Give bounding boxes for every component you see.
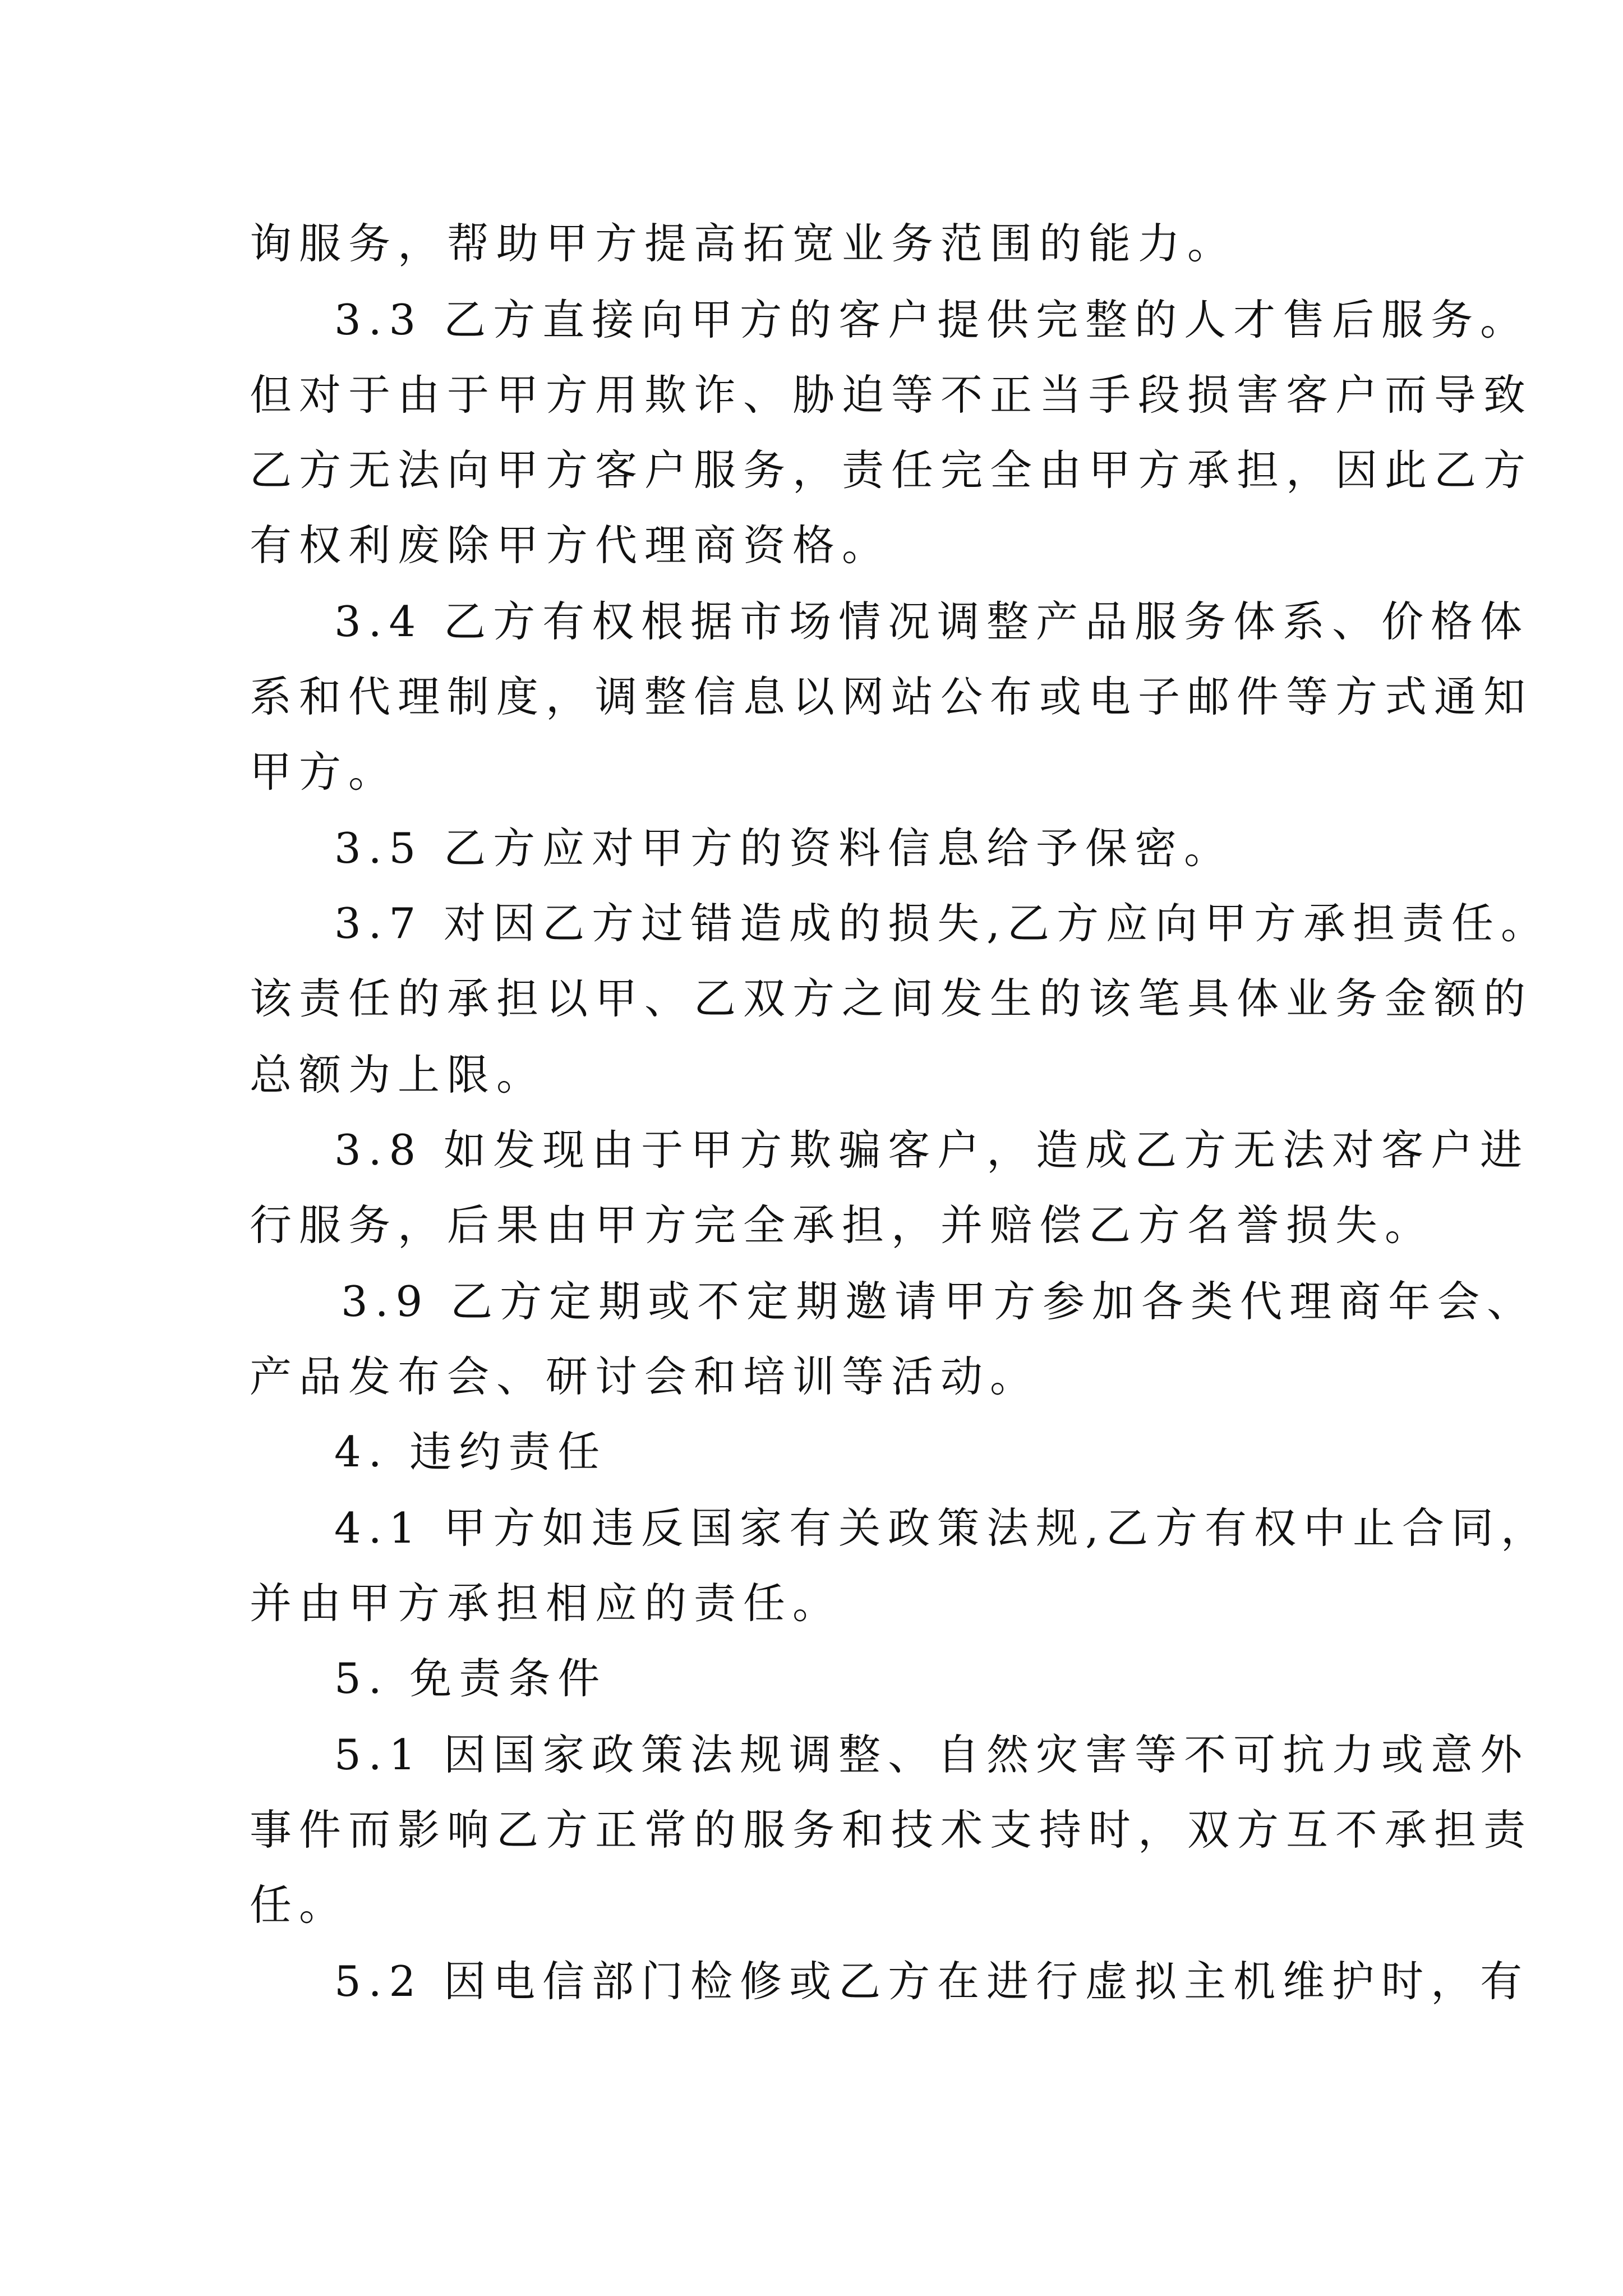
text-line: 有权利废除甲方代理商资格。	[250, 521, 892, 570]
text-line: 事件而影响乙方正常的服务和技术支持时，双方互不承担责	[250, 1805, 1533, 1855]
text-line: 询服务，帮助甲方提高拓宽业务范围的能力。	[250, 219, 1237, 268]
clause-4-1: 4.1 甲方如违反国家有关政策法规,乙方有权中止合同，	[334, 1503, 1550, 1553]
clause-3-5: 3.5 乙方应对甲方的资料信息给予保密。	[334, 823, 1234, 873]
text-line: 并由甲方承担相应的责任。	[250, 1579, 842, 1628]
text-line: 乙方无法向甲方客户服务，责任完全由甲方承担，因此乙方	[250, 445, 1533, 495]
text-line: 任。	[250, 1880, 349, 1930]
clause-3-7: 3.7 对因乙方过错造成的损失,乙方应向甲方承担责任。	[334, 899, 1550, 948]
clause-3-9: 3.9 乙方定期或不定期邀请甲方参加各类代理商年会、	[341, 1277, 1537, 1326]
text-line: 产品发布会、研讨会和培训等活动。	[250, 1352, 1040, 1401]
section-heading-5: 5. 免责条件	[334, 1654, 607, 1703]
text-line: 但对于由于甲方用欺诈、胁迫等不正当手段损害客户而导致	[250, 370, 1533, 420]
text-line: 甲方。	[250, 747, 398, 797]
clause-3-3: 3.3 乙方直接向甲方的客户提供完整的人才售后服务。	[334, 295, 1530, 344]
section-heading-4: 4. 违约责任	[334, 1427, 607, 1476]
clause-3-4: 3.4 乙方有权根据市场情况调整产品服务体系、价格体	[334, 597, 1530, 646]
text-line: 系和代理制度，调整信息以网站公布或电子邮件等方式通知	[250, 672, 1533, 721]
clause-5-2: 5.2 因电信部门检修或乙方在进行虚拟主机维护时，有	[334, 1957, 1530, 2006]
clause-3-8: 3.8 如发现由于甲方欺骗客户，造成乙方无法对客户进	[334, 1125, 1530, 1175]
text-line: 行服务，后果由甲方完全承担，并赔偿乙方名誉损失。	[250, 1200, 1435, 1250]
clause-5-1: 5.1 因国家政策法规调整、自然灾害等不可抗力或意外	[334, 1730, 1530, 1779]
text-line: 该责任的承担以甲、乙双方之间发生的该笔具体业务金额的	[250, 974, 1533, 1023]
text-line: 总额为上限。	[250, 1050, 546, 1099]
